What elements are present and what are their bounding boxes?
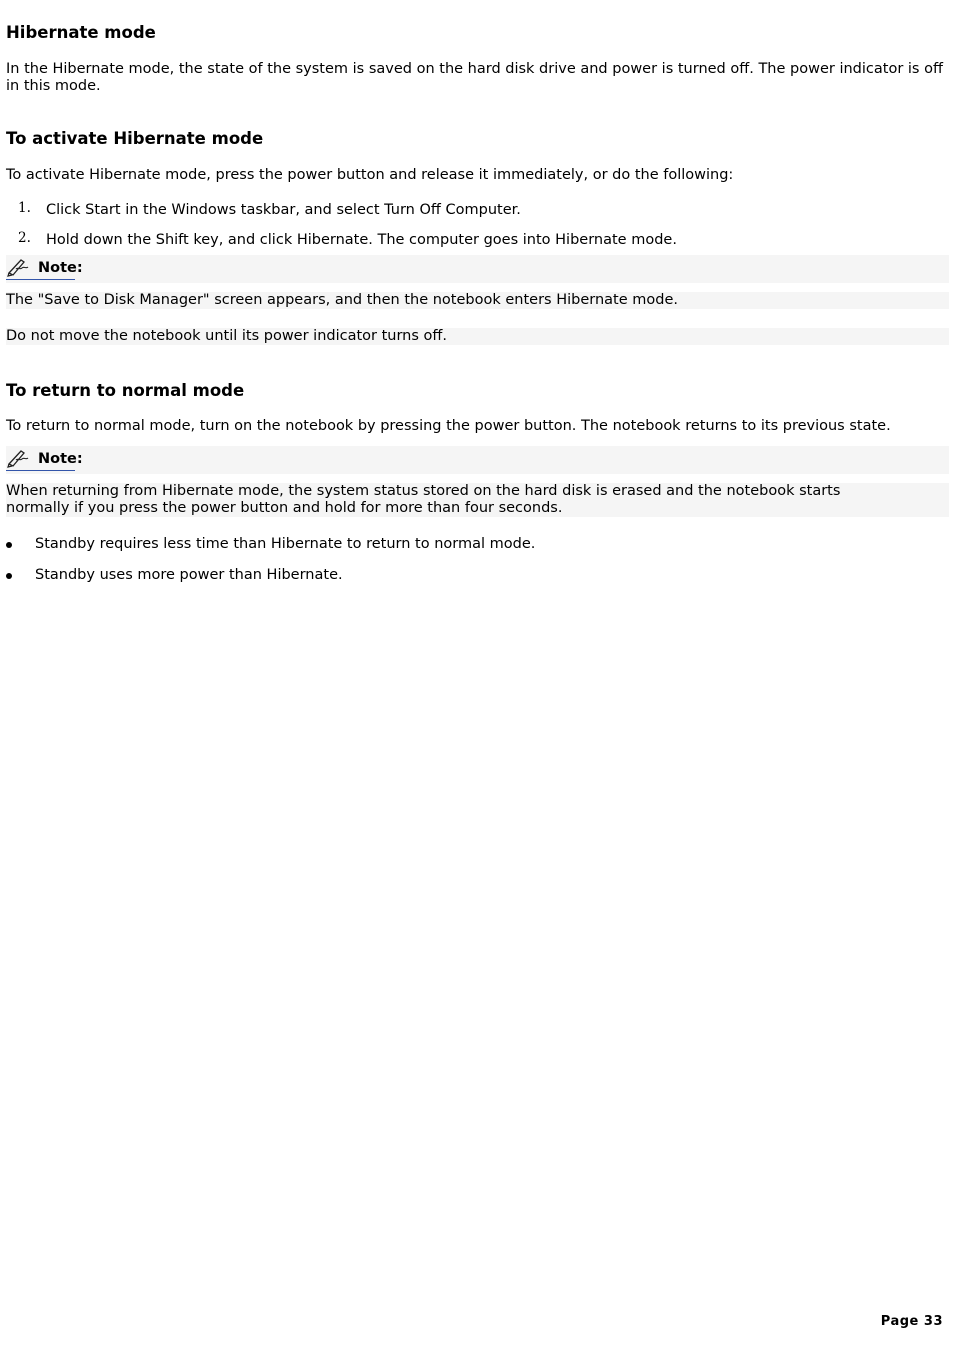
- list-item-text: Standby requires less time than Hibernate to return to normal mode.: [35, 536, 536, 552]
- pen-writing-icon: [7, 257, 29, 277]
- note-text: When returning from Hibernate mode, the system status stored on the hard disk is erased and the notebook starts normally if you press the power button and hold for more than four seconds.: [6, 483, 949, 517]
- step-text: Click Start in the Windows taskbar, and select Turn Off Computer.: [46, 202, 521, 218]
- note-underline: [6, 279, 75, 280]
- note-text: Do not move the notebook until its power indicator turns off.: [6, 328, 949, 345]
- note-text: The "Save to Disk Manager" screen appears, and then the notebook enters Hibernate mode.: [6, 292, 949, 309]
- note-label: Note:: [38, 260, 83, 276]
- list-item-text: Standby uses more power than Hibernate.: [35, 567, 343, 583]
- page-number: Page 33: [880, 1314, 943, 1329]
- step-number: 2.: [18, 230, 31, 246]
- step-number: 1.: [18, 200, 31, 216]
- section-title-return: To return to normal mode: [6, 381, 245, 400]
- hibernate-intro: In the Hibernate mode, the state of the system is saved on the hard disk drive and power is turned off. The power indicator is off in this mode.: [6, 61, 943, 94]
- note-header: [6, 446, 949, 474]
- note-underline: [6, 470, 75, 471]
- bullet-dot: [6, 542, 12, 548]
- step-text: Hold down the Shift key, and click Hibernate. The computer goes into Hibernate mode.: [46, 232, 677, 248]
- note-header: [6, 255, 949, 283]
- section-title-hibernate: Hibernate mode: [6, 23, 156, 42]
- activate-intro: To activate Hibernate mode, press the power button and release it immediately, or do the following:: [6, 167, 734, 183]
- return-intro: To return to normal mode, turn on the notebook by pressing the power button. The notebook returns to its previous state.: [6, 418, 891, 434]
- section-title-activate: To activate Hibernate mode: [6, 129, 264, 148]
- note-label: Note:: [38, 451, 83, 467]
- bullet-dot: [6, 573, 12, 579]
- pen-writing-icon: [7, 448, 29, 468]
